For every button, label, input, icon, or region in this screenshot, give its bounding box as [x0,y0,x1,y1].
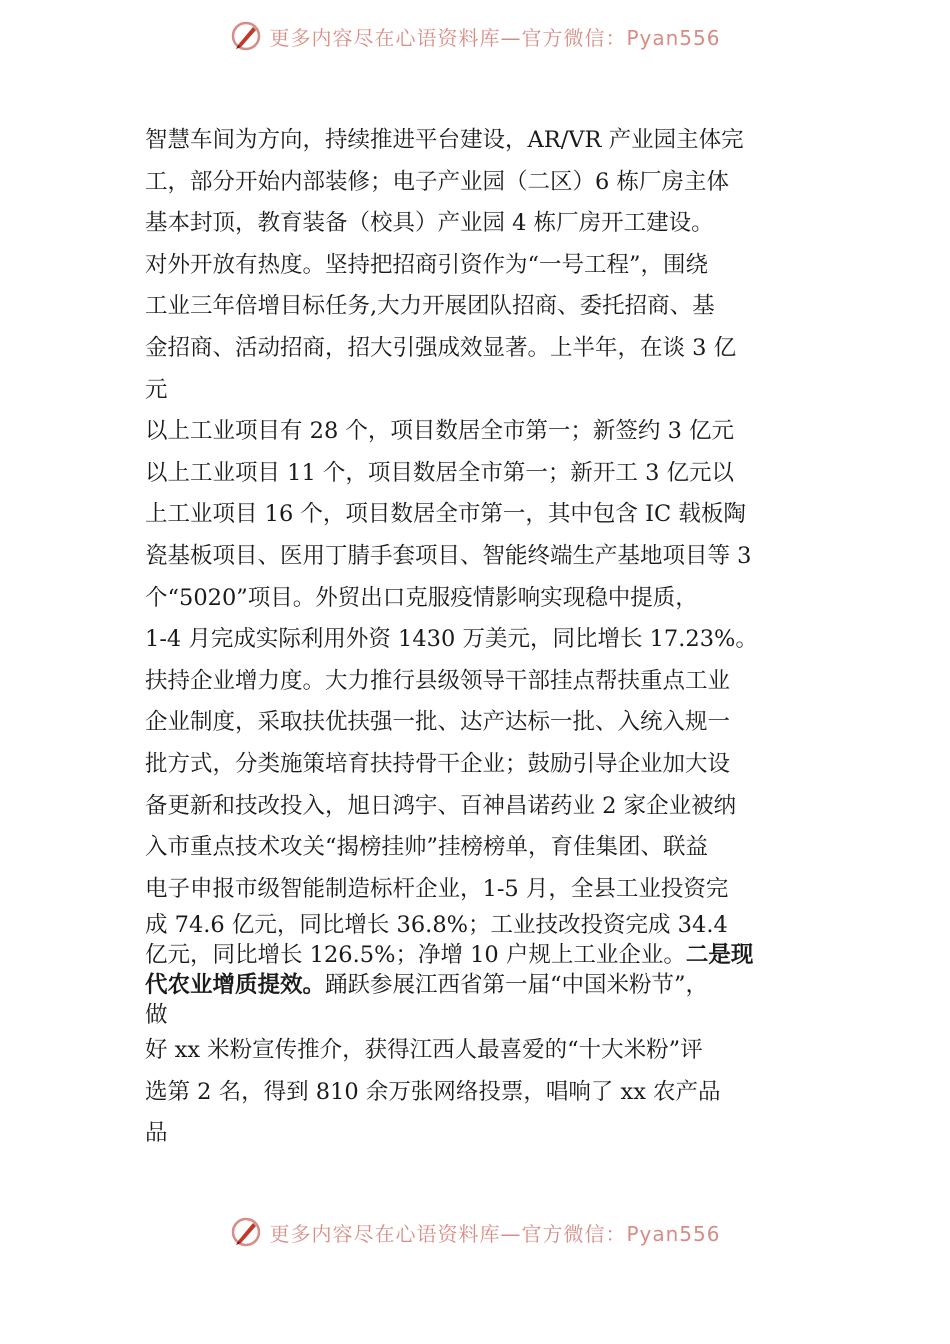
text-line: 1-4 月完成实际利用外资 1430 万美元，同比增长 17.23%。 [145,626,758,653]
footer-watermark [0,1210,950,1254]
document-body [145,120,810,1155]
pen-logo-icon [229,19,263,53]
text-line: 选第 2 名，得到 810 余万张网络投票，唱响了 xx 农产品 [145,1078,721,1105]
text-line: 基本封顶，教育装备（校具）产业园 4 栋厂房开工建设。 [145,210,714,237]
text-line: 成 74.6 亿元，同比增长 36.8%；工业技改投资完成 34.4 [145,912,728,939]
text-line: 智慧车间为方向，持续推进平台建设，AR/VR 产业园主体完 [145,127,744,153]
text-line: 工，部分开始内部装修；电子产业园（二区）6 栋厂房主体 [145,168,729,195]
text-line: 金招商、活动招商，招大引强成效显著。上半年，在谈 3 亿 [145,334,737,361]
heading-span: 代农业增质提效。 [145,972,326,999]
text-line: 以上工业项目有 28 个，项目数居全市第一；新签约 3 亿元 [145,418,735,445]
text-line: 做 [145,1002,168,1029]
text-line: 上工业项目 16 个，项目数居全市第一，其中包含 IC 载板陶 [145,501,746,528]
text-line: 以上工业项目 11 个，项目数居全市第一；新开工 3 亿元以 [145,459,735,486]
text-line: 品 [145,1120,168,1147]
text-line: 批方式，分类施策培育扶持骨干企业；鼓励引导企业加大设 [145,750,731,777]
watermark-text: 更多内容尽在心语资料库—官方微信：Pyan556 [269,1221,721,1246]
header-watermark [0,14,950,58]
text-line: 工业三年倍增目标任务,大力开展团队招商、委托招商、基 [145,293,715,320]
text-line: 瓷基板项目、医用丁腈手套项目、智能终端生产基地项目等 3 [145,542,752,569]
text-line: 电子申报市级智能制造标杆企业，1-5 月，全县工业投资完 [145,875,729,902]
text-line: 对外开放有热度。坚持把招商引资作为“一号工程”，围绕 [145,251,709,278]
pen-logo-icon [229,1215,263,1249]
text-line: 元 [145,376,168,403]
text-line-mixed [145,940,810,970]
text-line: 企业制度，采取扶优扶强一批、达产达标一批、入统入规一 [145,709,731,736]
text-span: 亿元，同比增长 126.5%；净增 10 户规上工业企业。 [145,942,686,969]
text-line: 个“5020”项目。外贸出口克服疫情影响实现稳中提质， [145,584,698,611]
heading-span: 二是现 [685,942,754,969]
text-line-mixed [145,970,810,1000]
text-line: 备更新和技改投入，旭日鸿宇、百神昌诺药业 2 家企业被纳 [145,792,737,819]
text-line: 入市重点技术攻关“揭榜挂帅”挂榜榜单，育佳集团、联益 [145,834,709,861]
text-span: 踊跃参展江西省第一届“中国米粉节”， [325,972,709,999]
text-line: 好 xx 米粉宣传推介，获得江西人最喜爱的“十大米粉”评 [145,1037,703,1064]
watermark-text: 更多内容尽在心语资料库—官方微信：Pyan556 [269,25,721,50]
text-line: 扶持企业增力度。大力推行县级领导干部挂点帮扶重点工业 [145,667,731,694]
